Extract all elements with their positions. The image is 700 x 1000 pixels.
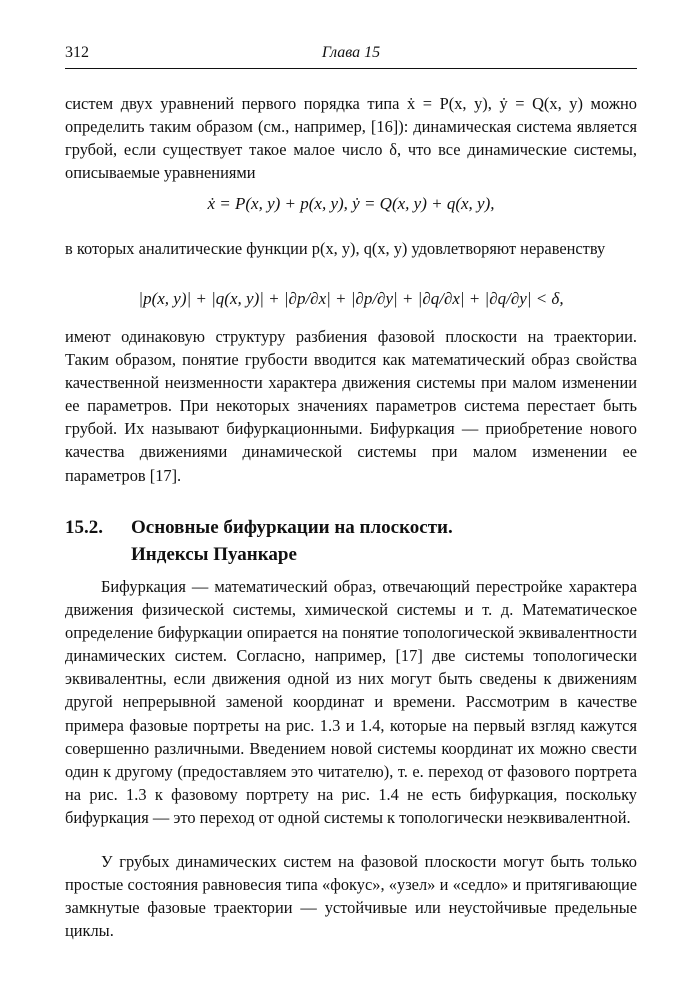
book-page (65, 42, 637, 941)
inequality-formula: |p(x, y)| + |q(x, y)| + |∂p/∂x| + |∂p/∂y| + |∂q/∂x| + |∂q/∂y| < δ, (138, 289, 564, 308)
system-formula: ẋ = P(x, y) + p(x, y), ẏ = Q(x, y) + q(x, y), (207, 194, 495, 213)
after-system-paragraph: в которых аналитические функции p(x, y), q(x, y) удовлетворяют неравенству (65, 239, 606, 258)
section-number: 15.2. (65, 517, 103, 538)
bifurcation-definition-paragraph: Бифуркация — математический образ, отвечающий перестройке характера движения физической системы, химической системы и т. д. Математическое определение бифуркации опирается на понятие топологической эквивалентности динамических систем. Согласно, например, [17] две системы топологически эквивалентны, если движения одной из них могут быть сведены к движениям другой непрерывной заменой координат и времени. Рассмотрим в качестве примера фазовые портреты на рис. 1.3 и 1.4, которые на первый взгляд кажутся совершенно различными. Введением новой системы координат их можно свести один к другому (предоставляем это читателю), т. е. переход от фазового портрета на рис. 1.3 к фазовому портрету на рис. 1.4 не есть бифуркация, поскольку бифуркация — это переход от одной системы к топологически неэквивалентной. (65, 577, 637, 827)
roughness-paragraph: имеют одинаковую структуру разбиения фазовой плоскости на траектории. Таким образом, понятие грубости вводится как математический образ свойства качественной неизменности характера движения системы при малом изменении ее параметров. При некоторых значениях параметров система перестает быть грубой. Их называют бифуркационными. Бифуркация — приобретение нового качества движениями динамической системы при малом изменении ее параметров [17]. (65, 327, 637, 485)
page-number: 312 (65, 44, 89, 61)
section-title-line-1: Основные бифуркации на плоскости. (131, 517, 453, 538)
section-title-line-2: Индексы Пуанкаре (131, 544, 297, 565)
rough-systems-paragraph: У грубых динамических систем на фазовой плоскости могут быть только простые состояния равновесия типа «фокус», «узел» и «седло» и притягивающие замкнутые фазовые траектории — устойчивые или неустойчивые предельные циклы. (65, 852, 637, 941)
page-header (65, 42, 637, 69)
chapter-title: Глава 15 (321, 44, 381, 61)
intro-paragraph: систем двух уравнений первого порядка типа ẋ = P(x, y), ẏ = Q(x, y) можно определить таким образом (см., например, [16]): динамическая система является грубой, если существует такое малое число δ, что все динамические системы, описываемые уравнениями (65, 94, 637, 183)
